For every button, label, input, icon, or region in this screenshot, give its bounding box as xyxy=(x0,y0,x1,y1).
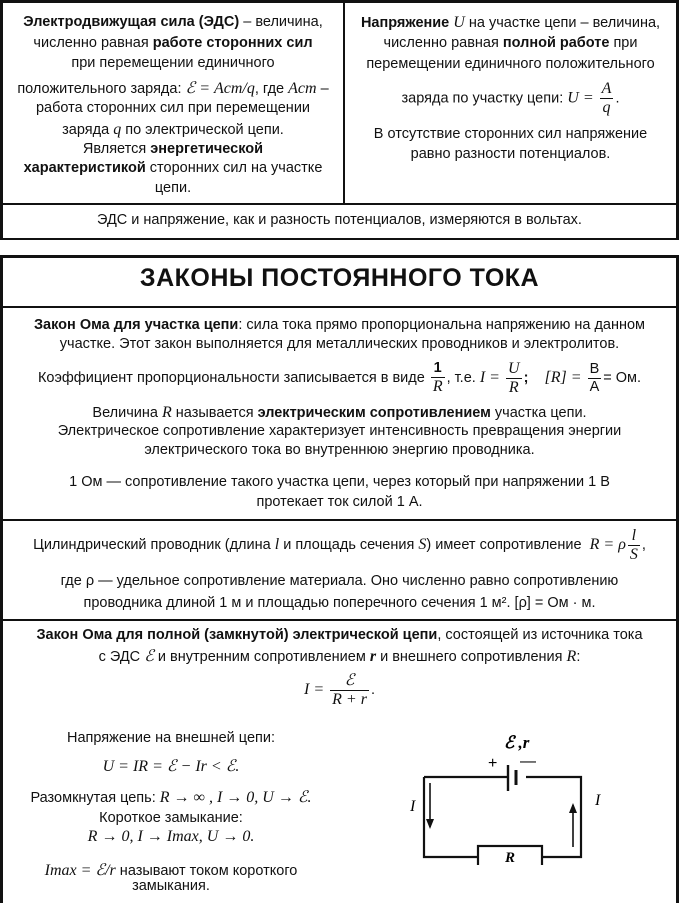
text: при xyxy=(609,35,638,51)
text: сторонних сил на участке xyxy=(145,160,323,176)
text: перемещении единичного положительного xyxy=(366,56,655,72)
math: R → 0, I → Imax, U → 0. xyxy=(87,828,255,845)
math: I = xyxy=(304,681,325,699)
text: протекает ток силой 1 А. xyxy=(256,494,423,510)
text: заряда xyxy=(62,122,114,138)
text: и внутренним сопротивлением xyxy=(153,649,370,665)
text: В xyxy=(589,360,600,377)
voltage-term: Напряжение xyxy=(360,15,450,31)
math: R = ρ xyxy=(589,536,626,554)
bold-text: 1 xyxy=(433,360,442,377)
math: A xyxy=(601,80,612,97)
bold-text: работе сторонних сил xyxy=(152,35,313,51)
emf-term: Электродвижущая сила (ЭДС) xyxy=(23,14,240,30)
cyl-divider xyxy=(0,619,679,621)
current-label-left: I xyxy=(410,798,416,815)
math: r xyxy=(369,648,377,665)
text: Короткое замыкание: xyxy=(99,810,243,826)
voltage-fraction xyxy=(600,80,614,117)
top-bottom-border xyxy=(0,238,679,240)
math: U xyxy=(508,359,520,377)
text: , xyxy=(641,537,646,554)
circuit-notes xyxy=(4,722,338,902)
l-over-s-fraction xyxy=(628,527,640,564)
footer-divider xyxy=(0,203,679,205)
text: участке. Этот закон выполняется для металлических проводников и электролитов. xyxy=(59,336,620,352)
text: , где xyxy=(254,81,289,97)
math: S xyxy=(629,545,638,563)
text: Является xyxy=(82,141,151,157)
text: участка цепи. xyxy=(490,405,587,421)
text: называют током короткого xyxy=(115,863,298,879)
text: численно равная xyxy=(383,35,503,51)
bold-text: энергетической xyxy=(150,141,264,157)
text: при перемещении единичного xyxy=(71,55,275,71)
text: : xyxy=(576,649,581,665)
emf-formula: ℰ = Aст/q xyxy=(185,80,255,97)
text: . xyxy=(370,682,375,699)
text: , состоящей из источника тока xyxy=(437,627,643,643)
text: цепи. xyxy=(154,180,192,196)
bold-text: ; xyxy=(523,370,529,387)
text: называется xyxy=(171,405,258,421)
text: Разомкнутая цепь: xyxy=(30,790,160,806)
u-over-r-fraction xyxy=(506,360,522,397)
text: – величина, xyxy=(239,14,323,30)
math: [R] = xyxy=(544,369,582,387)
text: проводника длиной 1 м и площадью поперечного сечения 1 м². [ρ] = Ом · м. xyxy=(83,595,596,611)
arrowhead-up-icon xyxy=(569,803,577,813)
text: по электрической цепи. xyxy=(121,122,284,138)
section-top-border xyxy=(0,255,679,258)
coefficient-line xyxy=(0,356,679,400)
math: Imax = ℰ/r xyxy=(44,862,116,879)
emf-over-resistance-fraction xyxy=(330,672,369,709)
text: : сила тока прямо пропорциональна напряжению на данном xyxy=(238,317,646,333)
text: и площадь сечения xyxy=(279,537,419,554)
arrowhead-down-icon xyxy=(426,819,434,829)
math: q xyxy=(602,99,611,116)
text: А xyxy=(589,378,600,395)
resistor-label: R xyxy=(504,850,516,865)
bold-text: полной работе xyxy=(502,35,610,51)
text: и внешнего сопротивления xyxy=(376,649,567,665)
text: = Ом. xyxy=(603,370,642,387)
text: заряда по участку цепи: xyxy=(401,90,568,107)
text: Цилиндрический проводник (длина xyxy=(33,537,275,554)
emf-definition xyxy=(4,0,342,203)
math: U = xyxy=(567,89,594,107)
math: R + r xyxy=(332,690,367,708)
text: ) имеет сопротивление xyxy=(426,537,582,554)
text: где ρ — удельное сопротивление материала. Оно численно равно сопротивлению xyxy=(60,573,619,589)
text: с ЭДС xyxy=(98,649,145,665)
text: работа сторонних сил при перемещении xyxy=(35,100,311,116)
emf-label: ℰ ,r xyxy=(504,735,530,752)
math: I = xyxy=(479,369,500,387)
bold-text: электрическим сопротивлением xyxy=(257,405,491,421)
units-note: ЭДС и напряжение, как и разность потенциалов, измеряются в вольтах. xyxy=(97,212,582,228)
math: Aст xyxy=(288,80,317,97)
plus-sign: + xyxy=(488,755,498,772)
math: U xyxy=(453,14,465,31)
volt-over-amp-fraction xyxy=(588,361,602,396)
text: – xyxy=(316,81,329,97)
text: численно равная xyxy=(33,35,153,51)
math: l xyxy=(631,526,637,544)
math: R xyxy=(566,648,577,665)
math: S xyxy=(418,536,427,554)
text: В отсутствие сторонних сил напряжение xyxy=(373,126,648,142)
math: R xyxy=(508,378,519,396)
text: 1 Ом — сопротивление такого участка цепи, через который при напряжении 1 В xyxy=(69,474,610,490)
ohm-full-term: Закон Ома для полной (замкнутой) электрической цепи xyxy=(36,627,438,643)
title-divider xyxy=(0,306,679,308)
text: на участке цепи – величина, xyxy=(464,15,661,31)
cylinder-line xyxy=(0,524,679,566)
text: Величина xyxy=(92,405,162,421)
math: R xyxy=(161,404,172,421)
circuit-diagram xyxy=(400,735,620,865)
minus-sign: — xyxy=(520,753,536,770)
text: электрического тока во внутреннюю энергию проводника. xyxy=(144,442,535,458)
text: Напряжение на внешней цепи: xyxy=(67,730,275,746)
math: U = IR = ℰ − Ir < ℰ. xyxy=(102,758,240,775)
bold-text: характеристикой xyxy=(23,160,146,176)
text: , т.е. xyxy=(446,370,476,387)
math: R xyxy=(432,378,443,396)
voltage-formula-line: заряда по участку цепи: U = $\frac{A}{q}$ . xyxy=(401,80,620,116)
math: l xyxy=(274,536,280,554)
math: R → ∞ , I → 0, U → ℰ. xyxy=(159,789,312,806)
ohm-segment-term: Закон Ома для участка цепи xyxy=(33,317,239,333)
ohm1-divider xyxy=(0,519,679,521)
math: ℰ xyxy=(144,648,154,665)
text: Электрическое сопротивление характеризует интенсивность превращения энергии xyxy=(57,423,622,439)
voltage-definition xyxy=(345,0,676,203)
math: ℰ xyxy=(344,671,355,689)
math: q xyxy=(113,121,122,138)
text: Коэффициент пропорциональности записывается в виде xyxy=(37,370,425,387)
current-label-right: I xyxy=(595,792,601,809)
text: положительного заряда: xyxy=(17,81,186,97)
full-ohm-formula xyxy=(0,670,679,710)
section-title: ЗАКОНЫ ПОСТОЯННОГО ТОКА xyxy=(139,264,540,292)
one-over-r-fraction xyxy=(431,360,445,396)
text: равно разности потенциалов. xyxy=(410,146,611,162)
text: замыкания. xyxy=(132,878,210,894)
